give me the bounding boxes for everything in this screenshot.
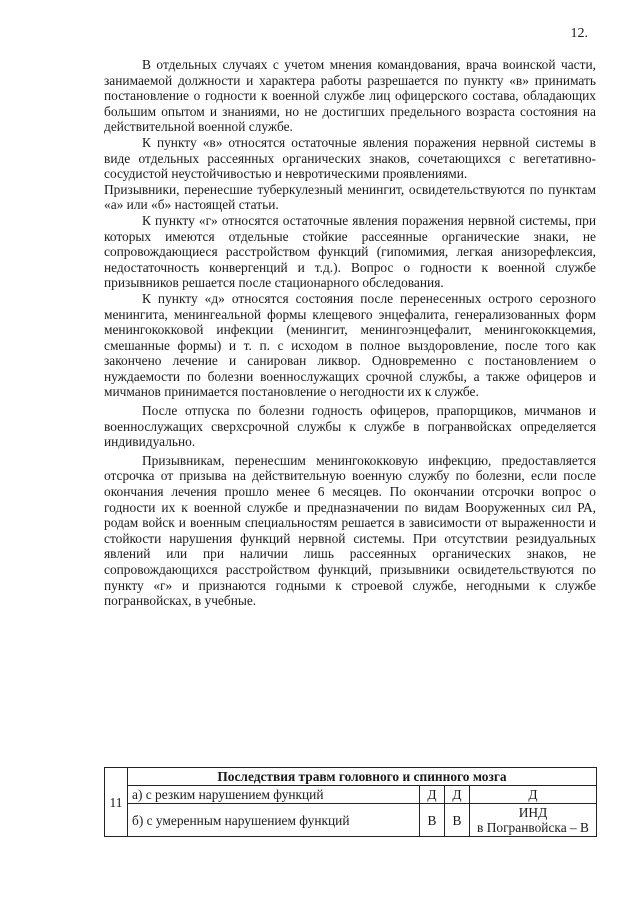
row-label: а) с резким нарушением функций: [128, 786, 420, 804]
category-cell: [470, 804, 597, 837]
category-value: ИНД: [518, 805, 548, 820]
table-row: [105, 804, 597, 837]
paragraph: Призывникам, перенесшим менингококковую инфекцию, предоставляется отсрочка от призыва на действительную военную службу по болезни, если после окончания лечения прошло менее 6 месяцев. По окончании отсрочки вопрос о годности их к военной службе и предназначении по видам Вооруженных сил РА, родам войск и военным специальностям решается в зависимости от выраженности и стойкости нарушения функций нервной системы. При отсутствии резидуальных явлений или при наличии лишь рассеянных органических знаков, не сопровождающихся расстройством функций, призывники освидетельствуются по пункту «г» и признаются годными к строевой службе, негодными к службе погранвойсках, в учебные.: [104, 452, 596, 609]
paragraph: К пункту «в» относятся остаточные явления поражения нервной системы в виде отдельных рассеянных органических знаков, сочетающихся с вегетативно-сосудистой неустойчивостью и невротическими проявлениями.: [104, 134, 596, 182]
article-number: 11: [105, 768, 128, 837]
paragraph: К пункту «г» относятся остаточные явления поражения нервной системы, при которых имеются отдельные стойкие рассеянные органические знаки, не сопровождающиеся расстройством функций (гипомимия, легкая анизорефлексия, недостаточность конвергенций и т.д.). Вопрос о годности к военной службе призывников решается после стационарного обследования.: [104, 212, 596, 291]
category-cell: Д: [420, 786, 445, 804]
page-number: 12.: [570, 26, 588, 41]
paragraph: К пункту «д» относятся состояния после перенесенных острого серозного менингита, менингеальной формы клещевого энцефалита, генерализованных форм менингококковой инфекции (менингит, менингоэнцефалит, менингококкцемия, смешанные формы) и т. п. с исходом в полное выздоровление, после того как закончено лечение и санирован ликвор. Одновременно с постановлением о нуждаемости по болезни военнослужащих срочной службы, а также офицеров и мичманов принимается постановление о негодности их к службе.: [104, 290, 596, 400]
category-cell: В: [445, 804, 470, 837]
paragraph: Призывники, перенесшие туберкулезный менингит, освидетельствуются по пунктам «а» или «б» настоящей статьи.: [104, 181, 596, 213]
category-cell: Д: [445, 786, 470, 804]
table-row: [105, 786, 597, 804]
row-label: б) с умеренным нарушением функций: [128, 804, 420, 837]
disease-schedule-table: [104, 767, 597, 837]
paragraph: После отпуска по болезни годность офицеров, прапорщиков, мичманов и военнослужащих сверхсрочной службы к службе в погранвойсках определяется индивидуально.: [104, 403, 596, 450]
body-text: [104, 57, 596, 609]
table-title: Последствия травм головного и спинного мозга: [128, 768, 597, 786]
paragraph: В отдельных случаях с учетом мнения командования, врача воинской части, занимаемой должности и характера работы разрешается по пункту «в» принимать постановление о годности к военной службе лиц офицерского состава, обладающих большим опытом и знаниями, но не достигших предельного возраста состояния на действительной военной службе.: [104, 57, 596, 135]
table-header-row: [105, 768, 597, 786]
category-note: в Погранвойска – В: [477, 820, 589, 835]
category-cell: Д: [470, 786, 597, 804]
category-cell: В: [420, 804, 445, 837]
